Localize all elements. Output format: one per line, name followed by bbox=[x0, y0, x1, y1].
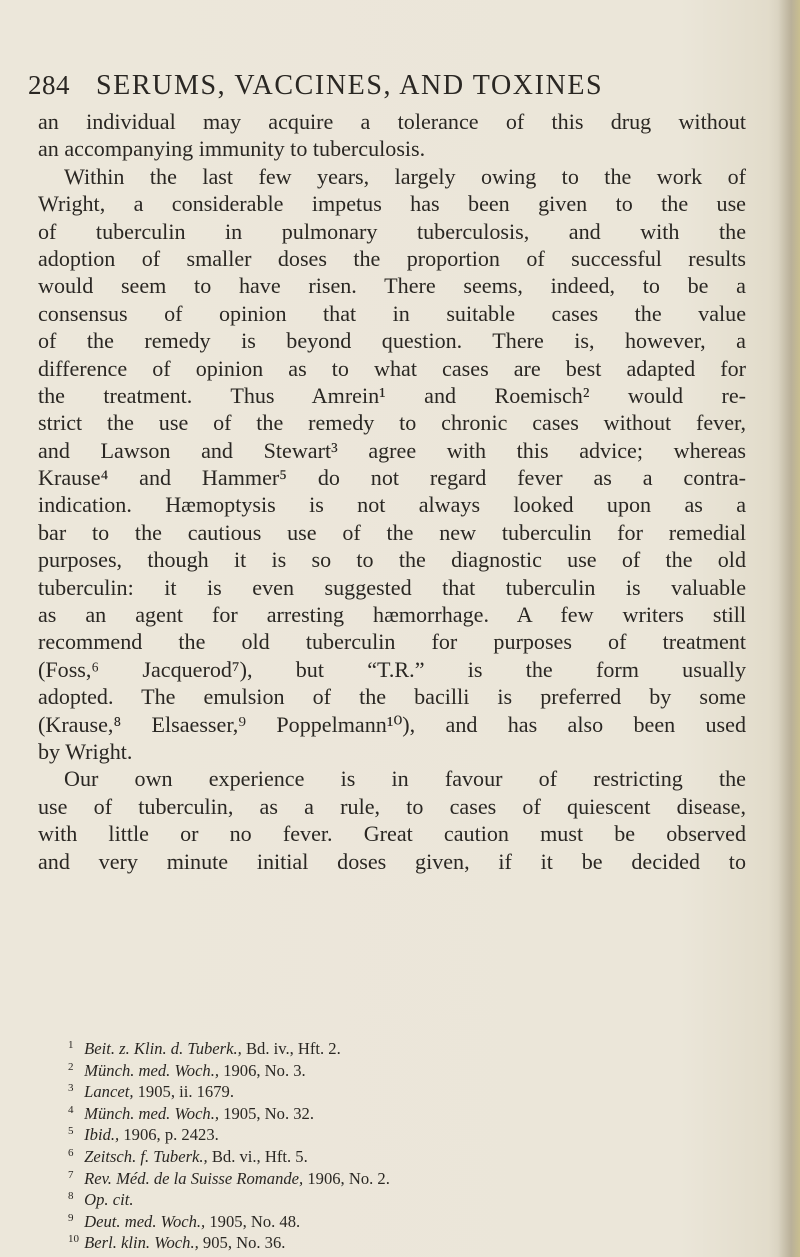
body-line: bar to the cautious use of the new tuberculin for remedial bbox=[38, 519, 746, 545]
footnote-source: Zeitsch. f. Tuberk., bbox=[84, 1146, 208, 1166]
footnote-source: Münch. med. Woch., bbox=[84, 1103, 220, 1123]
footnote bbox=[68, 1165, 708, 1187]
body-line: adopted. The emulsion of the bacilli is preferred by some bbox=[38, 684, 746, 710]
body-line: (Foss,⁶ Jacquerod⁷), but “T.R.” is the form usually bbox=[38, 656, 746, 682]
page-number: 284 bbox=[28, 70, 70, 100]
footnote bbox=[68, 1100, 708, 1122]
body-line: tuberculin: it is even suggested that tuberculin is valuable bbox=[38, 574, 746, 600]
footnote-number: 10 bbox=[68, 1233, 79, 1246]
body-line: an individual may acquire a tolerance of this drug without bbox=[38, 109, 746, 134]
footnote-source: Berl. klin. Woch., bbox=[84, 1233, 199, 1253]
footnote-number: 8 bbox=[68, 1190, 74, 1203]
footnote-number: 9 bbox=[68, 1211, 74, 1224]
body-line: difference of opinion as to what cases are best adapted for bbox=[38, 355, 746, 381]
footnote-number: 7 bbox=[68, 1168, 74, 1181]
body-line: and very minute initial doses given, if it be decided to bbox=[38, 848, 746, 874]
footnote-detail: 1905, No. 32. bbox=[223, 1103, 314, 1123]
page-header bbox=[28, 70, 668, 110]
footnote-source: Deut. med. Woch., bbox=[84, 1211, 206, 1231]
footnote-source: Rev. Méd. de la Suisse Romande, bbox=[84, 1168, 304, 1188]
body-line: strict the use of the remedy to chronic cases without fever, bbox=[38, 410, 746, 436]
footnote-number: 1 bbox=[68, 1039, 74, 1051]
footnote-source: Ibid., bbox=[84, 1125, 120, 1145]
footnote-source: Lancet, bbox=[84, 1082, 134, 1102]
footnote-detail: 1905, No. 48. bbox=[209, 1211, 301, 1231]
body-line: consensus of opinion that in suitable cases the value bbox=[38, 300, 746, 326]
footnote-number: 2 bbox=[68, 1060, 74, 1073]
footnote bbox=[68, 1121, 708, 1143]
body-line: Wright, a considerable impetus has been given to the use bbox=[38, 191, 746, 217]
footnote-detail: Bd. iv., Hft. 2. bbox=[245, 1039, 341, 1058]
body-line: use of tuberculin, as a rule, to cases of quiescent disease, bbox=[38, 793, 746, 819]
footnote bbox=[68, 1229, 708, 1251]
footnote-number: 4 bbox=[68, 1103, 74, 1116]
body-text bbox=[38, 108, 746, 875]
body-line: (Krause,⁸ Elsaesser,⁹ Poppelmann¹⁰), and has also been used bbox=[38, 711, 746, 737]
body-line: Our own experience is in favour of restricting the bbox=[64, 766, 746, 792]
footnote-number: 6 bbox=[68, 1146, 74, 1159]
footnote-source: Beit. z. Klin. d. Tuberk., bbox=[84, 1039, 242, 1058]
footnotes bbox=[68, 1035, 708, 1251]
footnote-source: Op. cit. bbox=[84, 1190, 134, 1210]
body-line: Within the last few years, largely owing to the work of bbox=[64, 163, 746, 189]
footnote-number: 5 bbox=[68, 1125, 74, 1138]
page-edge-shadow bbox=[778, 0, 800, 1257]
footnote-detail: 905, No. 36. bbox=[202, 1233, 286, 1253]
footnote-detail: 1906, p. 2423. bbox=[123, 1125, 219, 1145]
body-line: by Wright. bbox=[38, 738, 133, 764]
body-line: indication. Hæmoptysis is not always looked upon as a bbox=[38, 492, 746, 518]
footnote bbox=[68, 1186, 708, 1208]
running-head: SERUMS, VACCINES, AND TOXINES bbox=[96, 70, 604, 101]
footnote bbox=[68, 1035, 708, 1057]
body-line: an accompanying immunity to tuberculosis. bbox=[38, 136, 426, 162]
body-line: adoption of smaller doses the proportion of successful results bbox=[38, 245, 746, 271]
footnote-detail: 1905, ii. 1679. bbox=[137, 1082, 234, 1102]
body-line: with little or no fever. Great caution must be observed bbox=[38, 821, 746, 847]
footnote-detail: 1906, No. 3. bbox=[223, 1060, 306, 1080]
footnote-detail: 1906, No. 2. bbox=[307, 1168, 390, 1188]
body-line: and Lawson and Stewart³ agree with this advice; whereas bbox=[38, 437, 746, 463]
footnote bbox=[68, 1057, 708, 1079]
footnote bbox=[68, 1078, 708, 1100]
body-line: would seem to have risen. There seems, indeed, to be a bbox=[38, 273, 746, 299]
body-line: recommend the old tuberculin for purposes of treatment bbox=[38, 629, 746, 655]
footnote bbox=[68, 1208, 708, 1230]
footnote-source: Münch. med. Woch., bbox=[84, 1060, 220, 1080]
body-line: purposes, though it is so to the diagnostic use of the old bbox=[38, 547, 746, 573]
body-line: of the remedy is beyond question. There is, however, a bbox=[38, 328, 746, 354]
footnote bbox=[68, 1143, 708, 1165]
body-line: of tuberculin in pulmonary tuberculosis, and with the bbox=[38, 218, 746, 244]
body-line: as an agent for arresting hæmorrhage. A few writers still bbox=[38, 602, 746, 628]
footnote-detail: Bd. vi., Hft. 5. bbox=[211, 1146, 308, 1166]
body-line: Krause⁴ and Hammer⁵ do not regard fever as a contra- bbox=[38, 465, 746, 491]
footnote-number: 3 bbox=[68, 1082, 74, 1095]
body-line: the treatment. Thus Amrein¹ and Roemisch² would re- bbox=[38, 382, 746, 408]
